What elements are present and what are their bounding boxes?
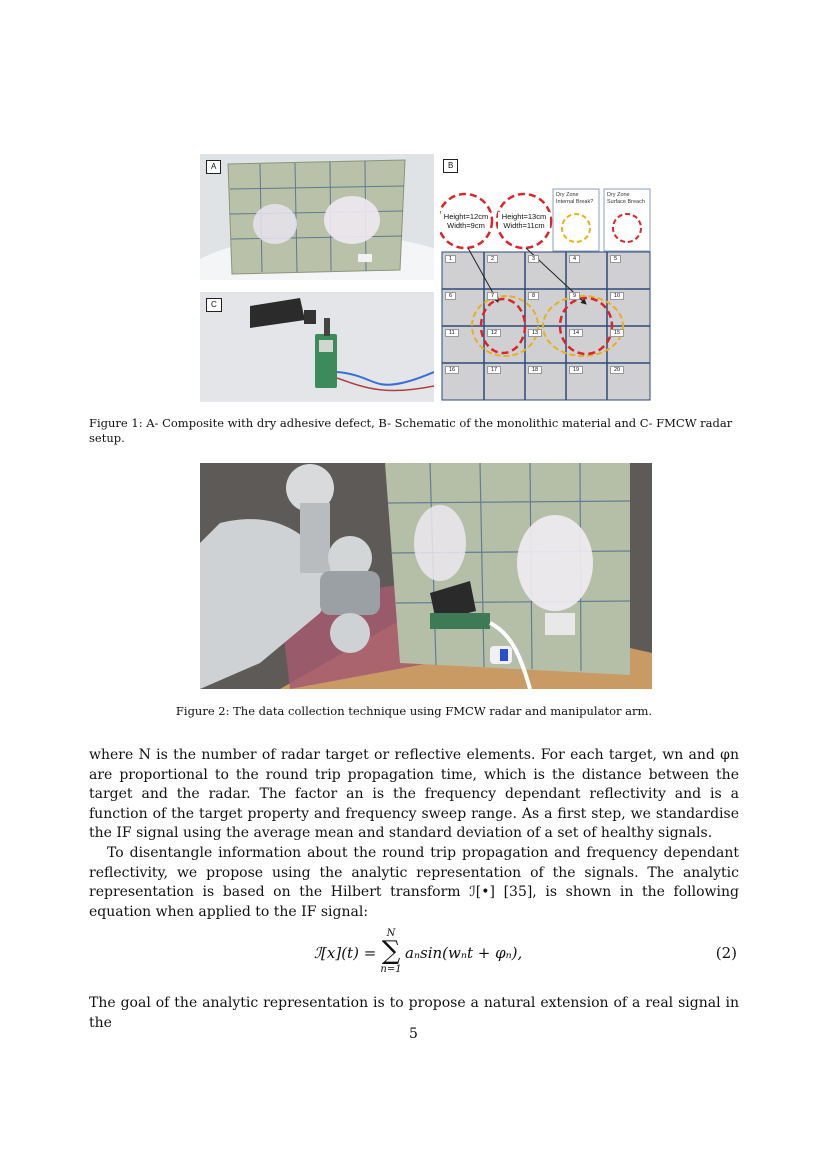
grid-number: 3: [528, 255, 539, 263]
equation-number: (2): [715, 944, 737, 962]
grid-number: 15: [610, 329, 624, 337]
grid-number: 8: [528, 292, 539, 300]
grid-number: 17: [487, 366, 501, 374]
summation-lower: n=1: [380, 964, 402, 975]
defect-1-height: Height=12cm: [443, 212, 489, 221]
grid-number: 20: [610, 366, 624, 374]
panel-a-label: A: [206, 160, 221, 174]
defect-1-width: Width=9cm: [447, 221, 485, 230]
grid-number: 14: [569, 329, 583, 337]
grid-number: 2: [487, 255, 498, 263]
defect-2-height: Height=13cm: [501, 212, 547, 221]
grid-number: 9: [569, 292, 580, 300]
summation-sigma: ∑: [381, 936, 401, 966]
grid-number: 5: [610, 255, 621, 263]
figure-2-photo: [200, 463, 652, 689]
paragraph-3: The goal of the analytic representation is to propose a natural extension of a real signal in the: [89, 995, 739, 1031]
figure-2-caption: Figure 2: The data collection technique using FMCW radar and manipulator arm.: [175, 704, 653, 718]
grid-number: 12: [487, 329, 501, 337]
grid-number: 18: [528, 366, 542, 374]
page-number: 5: [409, 1026, 418, 1042]
summation: [379, 928, 403, 976]
grid-number: 4: [569, 255, 580, 263]
legend-internal-label: Dry Zone Internal Break?: [556, 192, 594, 205]
grid-number: 11: [445, 329, 459, 337]
grid-numbers: [440, 154, 652, 402]
legend-surface-label: Dry Zone Surface Breach: [607, 192, 645, 205]
grid-number: 1: [445, 255, 456, 263]
grid-number: 7: [487, 292, 498, 300]
grid-number: 19: [569, 366, 583, 374]
panel-c-label: C: [206, 298, 222, 312]
equation-lhs: ℐ[x](t) =: [314, 944, 377, 962]
paragraph-2: To disentangle information about the round trip propagation and frequency dependant reflectivity, we propose using the analytic representation of the signals. The analytic representation is based on the Hilbert transform ℐ[•] [35], is shown in the following equation when applied to the IF signal:: [89, 845, 739, 920]
grid-number: 16: [445, 366, 459, 374]
figure-1-caption: Figure 1: A- Composite with dry adhesive defect, B- Schematic of the monolithic material and C- FMCW radar setup.: [89, 416, 733, 445]
grid-number: 6: [445, 292, 456, 300]
paragraph-1: where N is the number of radar target or reflective elements. For each target, wn and φn are proportional to the round trip propagation time, which is the distance between the target and the radar. The factor an is the frequency dependant reflectivity and is a function of the target property and frequency sweep range. As a first step, we standardise the IF signal using the average mean and standard deviation of a set of healthy signals.: [89, 747, 739, 841]
defect-2-width: Width=11cm: [503, 221, 545, 230]
panel-b-schematic: [440, 154, 652, 402]
panel-a-photo: [200, 154, 434, 280]
equation-2: [89, 928, 739, 980]
grid-number: 13: [528, 329, 542, 337]
grid-number: 10: [610, 292, 624, 300]
summation-upper: N: [386, 928, 396, 939]
panel-b-label: B: [443, 159, 458, 173]
equation-rhs: aₙsin(wₙt + φₙ),: [405, 944, 523, 962]
panel-c-photo: [200, 292, 434, 402]
